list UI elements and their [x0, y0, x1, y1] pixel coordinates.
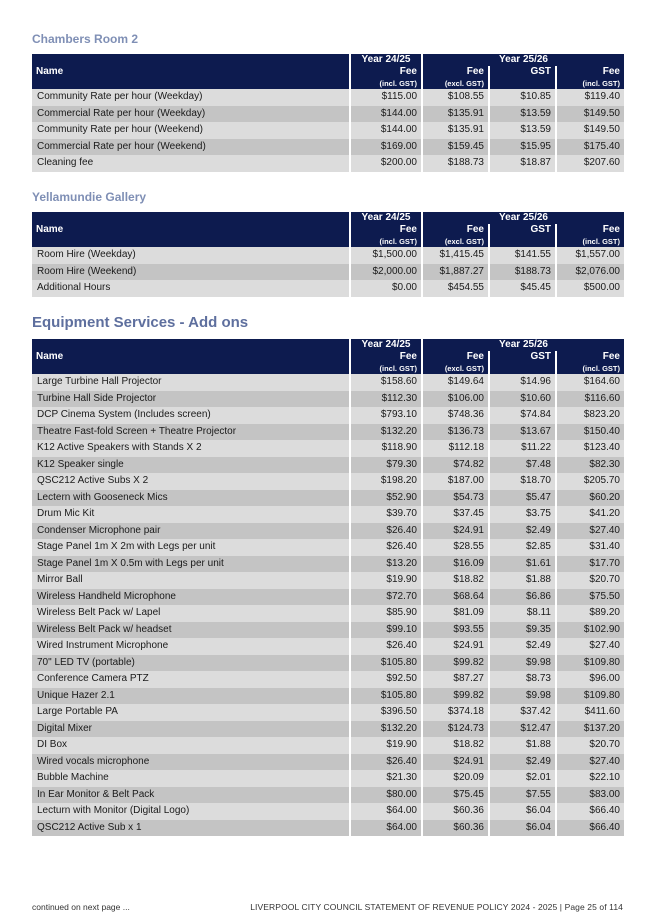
- column-header-fee-current: Fee: [350, 66, 422, 78]
- fee-next-excl-gst: $99.82: [422, 688, 489, 705]
- fee-next-incl-gst: $150.40: [556, 424, 624, 441]
- gst-amount: $6.04: [489, 820, 556, 837]
- column-subheader-fee-incl: (incl. GST): [556, 363, 624, 374]
- table-row: [32, 787, 624, 804]
- fee-current-incl-gst: $99.10: [350, 622, 422, 639]
- fee-name: Stage Panel 1m X 0.5m with Legs per unit: [32, 556, 350, 573]
- fee-current-incl-gst: $0.00: [350, 280, 422, 297]
- fee-next-incl-gst: $89.20: [556, 605, 624, 622]
- fee-next-incl-gst: $66.40: [556, 820, 624, 837]
- fee-next-excl-gst: $24.91: [422, 754, 489, 771]
- fee-name: Community Rate per hour (Weekday): [32, 89, 350, 106]
- fee-current-incl-gst: $132.20: [350, 424, 422, 441]
- fee-next-excl-gst: $18.82: [422, 737, 489, 754]
- fee-name: Conference Camera PTZ: [32, 671, 350, 688]
- fee-name: Community Rate per hour (Weekend): [32, 122, 350, 139]
- table-row: [32, 556, 624, 573]
- gst-amount: $13.59: [489, 122, 556, 139]
- fee-next-incl-gst: $20.70: [556, 737, 624, 754]
- column-header-fee-incl: Fee: [556, 66, 624, 78]
- fee-name: Wired vocals microphone: [32, 754, 350, 771]
- gst-amount: $13.67: [489, 424, 556, 441]
- fee-next-excl-gst: $108.55: [422, 89, 489, 106]
- fee-next-excl-gst: $75.45: [422, 787, 489, 804]
- table-row: [32, 770, 624, 787]
- section-title-chambers-room-2: Chambers Room 2: [32, 32, 139, 46]
- fee-next-incl-gst: $1,557.00: [556, 247, 624, 264]
- fee-next-excl-gst: $135.91: [422, 122, 489, 139]
- table-row: [32, 139, 624, 156]
- fee-next-excl-gst: $87.27: [422, 671, 489, 688]
- gst-amount: $3.75: [489, 506, 556, 523]
- fee-current-incl-gst: $52.90: [350, 490, 422, 507]
- fee-next-excl-gst: $16.09: [422, 556, 489, 573]
- gst-amount: $18.87: [489, 155, 556, 172]
- fee-name: Room Hire (Weekend): [32, 264, 350, 281]
- fee-name: Large Turbine Hall Projector: [32, 374, 350, 391]
- fee-name: Room Hire (Weekday): [32, 247, 350, 264]
- fee-current-incl-gst: $26.40: [350, 638, 422, 655]
- gst-amount: $13.59: [489, 106, 556, 123]
- fee-name: Cleaning fee: [32, 155, 350, 172]
- fee-next-incl-gst: $119.40: [556, 89, 624, 106]
- table-row: [32, 655, 624, 672]
- fee-next-incl-gst: $31.40: [556, 539, 624, 556]
- fee-current-incl-gst: $85.90: [350, 605, 422, 622]
- fee-name: Lectern with Gooseneck Mics: [32, 490, 350, 507]
- table-row: [32, 803, 624, 820]
- fee-current-incl-gst: $26.40: [350, 539, 422, 556]
- fee-name: Unique Hazer 2.1: [32, 688, 350, 705]
- gst-amount: $8.73: [489, 671, 556, 688]
- gst-amount: $12.47: [489, 721, 556, 738]
- gst-amount: $10.85: [489, 89, 556, 106]
- fee-current-incl-gst: $19.90: [350, 737, 422, 754]
- fee-next-excl-gst: $124.73: [422, 721, 489, 738]
- fee-next-excl-gst: $748.36: [422, 407, 489, 424]
- fee-next-incl-gst: $2,076.00: [556, 264, 624, 281]
- fee-next-incl-gst: $66.40: [556, 803, 624, 820]
- fee-next-excl-gst: $37.45: [422, 506, 489, 523]
- fee-next-excl-gst: $106.00: [422, 391, 489, 408]
- fee-next-incl-gst: $149.50: [556, 122, 624, 139]
- fee-name: K12 Active Speakers with Stands X 2: [32, 440, 350, 457]
- fee-current-incl-gst: $21.30: [350, 770, 422, 787]
- fee-next-incl-gst: $27.40: [556, 754, 624, 771]
- fee-current-incl-gst: $144.00: [350, 122, 422, 139]
- fee-next-incl-gst: $411.60: [556, 704, 624, 721]
- fee-next-excl-gst: $68.64: [422, 589, 489, 606]
- fee-next-incl-gst: $17.70: [556, 556, 624, 573]
- gst-amount: $2.85: [489, 539, 556, 556]
- fee-name: DI Box: [32, 737, 350, 754]
- fee-next-excl-gst: $149.64: [422, 374, 489, 391]
- column-subheader-gst: [489, 236, 556, 247]
- column-header-fee-incl: Fee: [556, 351, 624, 363]
- fee-current-incl-gst: $80.00: [350, 787, 422, 804]
- column-subheader-fee-incl: (incl. GST): [556, 236, 624, 247]
- column-header-fee-excl: Fee: [422, 351, 489, 363]
- column-header-year-current: Year 24/25: [350, 54, 422, 66]
- column-header-year-current: Year 24/25: [350, 339, 422, 351]
- column-subheader-gst: [489, 78, 556, 89]
- fee-next-excl-gst: $60.36: [422, 803, 489, 820]
- fee-current-incl-gst: $793.10: [350, 407, 422, 424]
- table-row: [32, 539, 624, 556]
- table-body: [32, 247, 624, 297]
- fee-table-chambers-room-2: [32, 54, 624, 172]
- fee-next-incl-gst: $109.80: [556, 688, 624, 705]
- fee-next-excl-gst: $112.18: [422, 440, 489, 457]
- fee-current-incl-gst: $112.30: [350, 391, 422, 408]
- fee-current-incl-gst: $144.00: [350, 106, 422, 123]
- fee-next-excl-gst: $188.73: [422, 155, 489, 172]
- column-header-gst: GST: [489, 351, 556, 363]
- fee-current-incl-gst: $79.30: [350, 457, 422, 474]
- fee-name: In Ear Monitor & Belt Pack: [32, 787, 350, 804]
- table-row: [32, 622, 624, 639]
- gst-amount: $2.49: [489, 754, 556, 771]
- fee-next-excl-gst: $28.55: [422, 539, 489, 556]
- fee-next-excl-gst: $159.45: [422, 139, 489, 156]
- fee-next-excl-gst: $24.91: [422, 638, 489, 655]
- column-header-year-next: Year 25/26: [422, 212, 624, 224]
- table-row: [32, 506, 624, 523]
- gst-amount: $37.42: [489, 704, 556, 721]
- gst-amount: $14.96: [489, 374, 556, 391]
- fee-name: Mirror Ball: [32, 572, 350, 589]
- fee-next-excl-gst: $74.82: [422, 457, 489, 474]
- fee-current-incl-gst: $105.80: [350, 688, 422, 705]
- fee-name: Wired Instrument Microphone: [32, 638, 350, 655]
- gst-amount: $74.84: [489, 407, 556, 424]
- fee-table-equipment-services: [32, 339, 624, 836]
- gst-amount: $9.98: [489, 655, 556, 672]
- fee-next-excl-gst: $187.00: [422, 473, 489, 490]
- column-header-year-next: Year 25/26: [422, 54, 624, 66]
- fee-name: QSC212 Active Subs X 2: [32, 473, 350, 490]
- column-subheader-fee-excl: (excl. GST): [422, 236, 489, 247]
- column-header-gst: GST: [489, 66, 556, 78]
- fee-next-incl-gst: $137.20: [556, 721, 624, 738]
- table-row: [32, 754, 624, 771]
- table-row: [32, 155, 624, 172]
- fee-next-incl-gst: $75.50: [556, 589, 624, 606]
- fee-current-incl-gst: $2,000.00: [350, 264, 422, 281]
- column-header-name: Name: [32, 54, 350, 89]
- gst-amount: $45.45: [489, 280, 556, 297]
- table-row: [32, 688, 624, 705]
- fee-name: Theatre Fast-fold Screen + Theatre Projector: [32, 424, 350, 441]
- fee-next-incl-gst: $116.60: [556, 391, 624, 408]
- table-row: [32, 638, 624, 655]
- fee-name: Wireless Belt Pack w/ headset: [32, 622, 350, 639]
- column-header-name: Name: [32, 212, 350, 247]
- column-header-fee-excl: Fee: [422, 224, 489, 236]
- table-row: [32, 572, 624, 589]
- fee-next-excl-gst: $1,887.27: [422, 264, 489, 281]
- gst-amount: $2.49: [489, 638, 556, 655]
- section-title-yellamundie-gallery: Yellamundie Gallery: [32, 190, 147, 204]
- table-row: [32, 490, 624, 507]
- table-row: [32, 523, 624, 540]
- fee-current-incl-gst: $19.90: [350, 572, 422, 589]
- gst-amount: $10.60: [489, 391, 556, 408]
- fee-next-incl-gst: $823.20: [556, 407, 624, 424]
- gst-amount: $2.01: [489, 770, 556, 787]
- fee-current-incl-gst: $115.00: [350, 89, 422, 106]
- column-header-fee-current: Fee: [350, 224, 422, 236]
- gst-amount: $141.55: [489, 247, 556, 264]
- fee-current-incl-gst: $64.00: [350, 820, 422, 837]
- fee-current-incl-gst: $396.50: [350, 704, 422, 721]
- fee-next-incl-gst: $41.20: [556, 506, 624, 523]
- column-header-fee-excl: Fee: [422, 66, 489, 78]
- fee-next-incl-gst: $123.40: [556, 440, 624, 457]
- fee-next-excl-gst: $135.91: [422, 106, 489, 123]
- fee-name: Wireless Belt Pack w/ Lapel: [32, 605, 350, 622]
- gst-amount: $15.95: [489, 139, 556, 156]
- fee-name: Additional Hours: [32, 280, 350, 297]
- fee-next-excl-gst: $454.55: [422, 280, 489, 297]
- fee-next-excl-gst: $99.82: [422, 655, 489, 672]
- table-row: [32, 424, 624, 441]
- footer-continued: continued on next page ...: [32, 902, 130, 912]
- fee-next-incl-gst: $27.40: [556, 638, 624, 655]
- fee-current-incl-gst: $64.00: [350, 803, 422, 820]
- fee-next-incl-gst: $205.70: [556, 473, 624, 490]
- fee-next-incl-gst: $96.00: [556, 671, 624, 688]
- fee-next-excl-gst: $374.18: [422, 704, 489, 721]
- fee-current-incl-gst: $200.00: [350, 155, 422, 172]
- fee-next-excl-gst: $54.73: [422, 490, 489, 507]
- table-row: [32, 473, 624, 490]
- column-subheader-fee-current: (incl. GST): [350, 363, 422, 374]
- table-row: [32, 374, 624, 391]
- gst-amount: $5.47: [489, 490, 556, 507]
- fee-current-incl-gst: $26.40: [350, 754, 422, 771]
- section-title-equipment-services: Equipment Services - Add ons: [32, 314, 249, 331]
- footer-policy-page: LIVERPOOL CITY COUNCIL STATEMENT OF REVENUE POLICY 2024 - 2025 | Page 25 of 114: [250, 902, 623, 912]
- table-row: [32, 122, 624, 139]
- fee-next-excl-gst: $93.55: [422, 622, 489, 639]
- table-row: [32, 247, 624, 264]
- table-row: [32, 704, 624, 721]
- fee-next-excl-gst: $18.82: [422, 572, 489, 589]
- table-row: [32, 440, 624, 457]
- fee-next-incl-gst: $20.70: [556, 572, 624, 589]
- fee-next-incl-gst: $83.00: [556, 787, 624, 804]
- fee-name: Commercial Rate per hour (Weekday): [32, 106, 350, 123]
- fee-name: Bubble Machine: [32, 770, 350, 787]
- table-row: [32, 671, 624, 688]
- table-row: [32, 589, 624, 606]
- column-header-gst: GST: [489, 224, 556, 236]
- table-row: [32, 605, 624, 622]
- fee-name: DCP Cinema System (Includes screen): [32, 407, 350, 424]
- fee-next-excl-gst: $20.09: [422, 770, 489, 787]
- fee-next-excl-gst: $24.91: [422, 523, 489, 540]
- column-header-year-current: Year 24/25: [350, 212, 422, 224]
- fee-next-incl-gst: $164.60: [556, 374, 624, 391]
- fee-current-incl-gst: $118.90: [350, 440, 422, 457]
- gst-amount: $188.73: [489, 264, 556, 281]
- fee-next-incl-gst: $500.00: [556, 280, 624, 297]
- table-row: [32, 264, 624, 281]
- column-subheader-fee-current: (incl. GST): [350, 236, 422, 247]
- fee-current-incl-gst: $169.00: [350, 139, 422, 156]
- gst-amount: $2.49: [489, 523, 556, 540]
- column-subheader-gst: [489, 363, 556, 374]
- fee-name: Digital Mixer: [32, 721, 350, 738]
- fee-current-incl-gst: $92.50: [350, 671, 422, 688]
- fee-next-excl-gst: $60.36: [422, 820, 489, 837]
- table-row: [32, 106, 624, 123]
- fee-name: Drum Mic Kit: [32, 506, 350, 523]
- gst-amount: $6.86: [489, 589, 556, 606]
- fee-name: Stage Panel 1m X 2m with Legs per unit: [32, 539, 350, 556]
- table-row: [32, 407, 624, 424]
- fee-next-incl-gst: $207.60: [556, 155, 624, 172]
- table-row: [32, 820, 624, 837]
- table-body: [32, 89, 624, 172]
- column-header-name: Name: [32, 339, 350, 374]
- fee-next-incl-gst: $82.30: [556, 457, 624, 474]
- fee-current-incl-gst: $39.70: [350, 506, 422, 523]
- gst-amount: $7.48: [489, 457, 556, 474]
- fee-name: Condenser Microphone pair: [32, 523, 350, 540]
- column-subheader-fee-excl: (excl. GST): [422, 78, 489, 89]
- fee-current-incl-gst: $158.60: [350, 374, 422, 391]
- fee-name: Wireless Handheld Microphone: [32, 589, 350, 606]
- gst-amount: $8.11: [489, 605, 556, 622]
- gst-amount: $7.55: [489, 787, 556, 804]
- column-header-fee-incl: Fee: [556, 224, 624, 236]
- fee-name: Commercial Rate per hour (Weekend): [32, 139, 350, 156]
- fee-name: Lecturn with Monitor (Digital Logo): [32, 803, 350, 820]
- fee-current-incl-gst: $198.20: [350, 473, 422, 490]
- gst-amount: $9.98: [489, 688, 556, 705]
- fee-current-incl-gst: $26.40: [350, 523, 422, 540]
- column-subheader-fee-excl: (excl. GST): [422, 363, 489, 374]
- gst-amount: $1.88: [489, 572, 556, 589]
- table-body: [32, 374, 624, 836]
- fee-current-incl-gst: $132.20: [350, 721, 422, 738]
- fee-name: 70" LED TV (portable): [32, 655, 350, 672]
- fee-name: Turbine Hall Side Projector: [32, 391, 350, 408]
- gst-amount: $1.61: [489, 556, 556, 573]
- table-row: [32, 737, 624, 754]
- column-subheader-fee-incl: (incl. GST): [556, 78, 624, 89]
- column-header-year-next: Year 25/26: [422, 339, 624, 351]
- fee-name: K12 Speaker single: [32, 457, 350, 474]
- table-row: [32, 280, 624, 297]
- fee-next-incl-gst: $109.80: [556, 655, 624, 672]
- fee-next-excl-gst: $1,415.45: [422, 247, 489, 264]
- fee-next-incl-gst: $22.10: [556, 770, 624, 787]
- fee-current-incl-gst: $105.80: [350, 655, 422, 672]
- gst-amount: $9.35: [489, 622, 556, 639]
- fee-next-incl-gst: $102.90: [556, 622, 624, 639]
- column-subheader-fee-current: (incl. GST): [350, 78, 422, 89]
- fee-next-excl-gst: $136.73: [422, 424, 489, 441]
- fee-next-excl-gst: $81.09: [422, 605, 489, 622]
- fee-next-incl-gst: $60.20: [556, 490, 624, 507]
- fee-name: QSC212 Active Sub x 1: [32, 820, 350, 837]
- table-row: [32, 457, 624, 474]
- gst-amount: $6.04: [489, 803, 556, 820]
- fee-current-incl-gst: $13.20: [350, 556, 422, 573]
- table-row: [32, 721, 624, 738]
- gst-amount: $18.70: [489, 473, 556, 490]
- fee-current-incl-gst: $72.70: [350, 589, 422, 606]
- table-row: [32, 89, 624, 106]
- fee-next-incl-gst: $149.50: [556, 106, 624, 123]
- table-row: [32, 391, 624, 408]
- column-header-fee-current: Fee: [350, 351, 422, 363]
- fee-next-incl-gst: $27.40: [556, 523, 624, 540]
- fee-table-yellamundie-gallery: [32, 212, 624, 297]
- fee-current-incl-gst: $1,500.00: [350, 247, 422, 264]
- gst-amount: $11.22: [489, 440, 556, 457]
- fee-next-incl-gst: $175.40: [556, 139, 624, 156]
- gst-amount: $1.88: [489, 737, 556, 754]
- fee-name: Large Portable PA: [32, 704, 350, 721]
